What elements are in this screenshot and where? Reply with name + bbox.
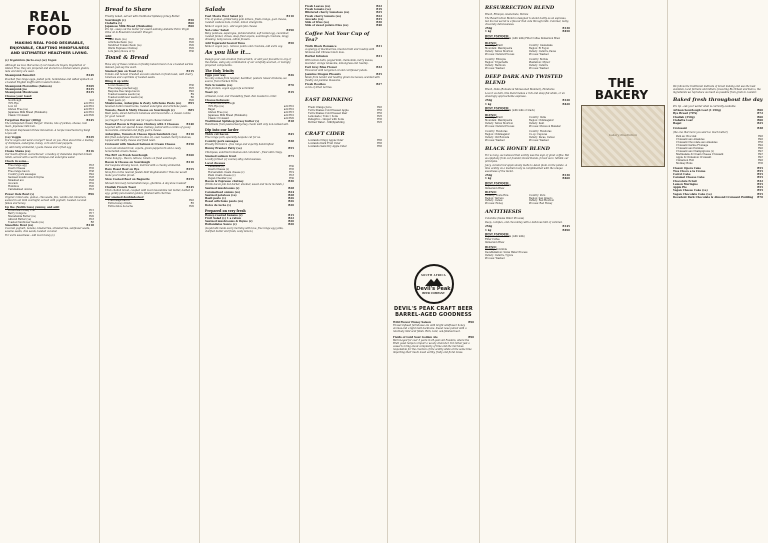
menu-item: Forgotten Burger (200g) R145 [5, 118, 94, 122]
price-row: 1 kg R490 [485, 228, 570, 232]
addon-list [105, 84, 194, 102]
section-title: Coffee Not Your Cup of Tea? [305, 30, 370, 43]
list-item: Apple Pie R55 [673, 186, 763, 190]
list-item: Avocado R32 [8, 181, 94, 185]
menu-item: Fresh Rooibos R27 [305, 83, 382, 87]
section-subtitle: BEST EXPOSED: [485, 181, 510, 185]
pro-tip: Pro tip - swap out the butter for award-winning Andante Extra Virgin Olive oil & Rosendal Lavender Vinegar. [105, 28, 190, 35]
item-desc: Artisanal, local, and irresistibly fresh. Pan toasted to order. [205, 94, 277, 98]
blend-title: RESURRECTION BLEND [485, 5, 555, 11]
list-item: Honey-roasted banana (v) R15 [205, 213, 294, 217]
section-subtitle: Choose your toast: [5, 95, 33, 99]
diet-legend: (v) Vegetarian (lacto-ovo) (ve) Vegan [5, 58, 57, 62]
list-item: Croissant aux Pommes R45 [676, 146, 763, 150]
item-desc: Make it vegan (ve) - remove potato and croutons, add extra veg. [205, 45, 284, 49]
column-salads [200, 0, 300, 543]
menu-item: Earl Grey Blue Flower R32 [305, 65, 382, 69]
list-item: Sautéed potatoes (ve) R28 [205, 193, 294, 197]
list-item: 70% Rye add R10 [8, 101, 94, 105]
list-item: Lots Jam (choice of 3) R36 [108, 50, 194, 54]
drinks-list [305, 106, 382, 124]
menu-item: Add Togarashi Seared Tuna R50 [205, 42, 294, 46]
menu-item: Bacon & Espresso chutney R30 [205, 180, 294, 184]
list-item: Fruit Salad (v) 1 a ration R22 [205, 217, 294, 221]
list-item: Toasted sunflower seeds (ve) R6 [108, 95, 194, 99]
section-subtitle: Add: [105, 35, 112, 39]
list-item: Avocado (ve) R35 [305, 17, 382, 21]
item-desc: Shaved rare beef, horseradish mayo, gherkins. A day slow roasted! [105, 181, 187, 185]
item-desc: (Liquid silk made every morning with love, free range egg yolks, clarified butter and fresh, zesty lemon.) [205, 226, 284, 233]
section-title: CRAFT CIDER [305, 130, 345, 137]
blend-desc: The Resurrection Blend is designed to stand boldly as an espresso, but its real secret is a flavour that cuts through milk. Caramel, nutty, chocolaty deliciousness. [485, 17, 569, 27]
list-item: Artichoke Pesto (ve) R26 [108, 41, 194, 45]
toast-options [5, 99, 94, 117]
list-item: Lemon Meringue R55 [673, 182, 763, 186]
item-desc: A mix of dried berries. [305, 86, 333, 90]
section-subtitle: BEST EXPOSED: [485, 106, 510, 110]
menu-item: Smoked Jam on Toast (ve) R115 [105, 70, 194, 74]
item-desc: High protein, vegan eggs tofu scramble! [205, 87, 255, 91]
blend-title: BLACK HONEY BLEND [485, 145, 550, 152]
list-item: Free range bacon R45 [108, 199, 194, 203]
list-item: Toasted Sunflower Seeds (ve) R8 [8, 220, 94, 224]
item-desc: Sautéed button mushrooms, roasted aubergine and artichoke pesto. [105, 104, 188, 108]
list-item: Fresh Leaves (ve) R22 [305, 5, 382, 8]
list-item: Croissant aux Champignons (v) R47 [676, 149, 763, 153]
item-desc: Basil pesto, sliced heirloom tomatoes and mozzarella - a classic combo for good reason! [105, 111, 191, 118]
blend-right: Country: India Region: Chikmagalur Variety: Kent Process: Monsoon Malabar Country: Honduras Co-op: Capucas Variety: Pacas, Catuai Process: Washed [529, 116, 561, 142]
section-subtitle: Prepared on very fresh [205, 208, 246, 213]
croissant-list [673, 135, 763, 165]
column-bakery-menu [668, 0, 768, 543]
blend-origin: Colombia (Swiss Water Process) [485, 217, 525, 221]
item-desc: Proudly Ferreira's - free range and expertly handcrafted. [205, 143, 275, 147]
list-item: Japanese Milk Bread (Hokkaido) add R10 [8, 110, 94, 114]
menu-item: Smoothie Bowl (ve) R118 [5, 223, 94, 227]
list-item: Caramelised onions R18 [8, 187, 94, 191]
list-item: Decadent Dark Chocolate & Almond Croissant Pudding R70 [673, 195, 763, 199]
menu-item: Jasmine Dragon Phoenix R35 [305, 72, 382, 76]
menu-item: The BLT on Fresh Sourdough R160 [105, 153, 194, 157]
list-item: Tres Chocs a la Creme R55 [673, 169, 763, 173]
column-coffee-blends [480, 0, 576, 543]
menu-item: Tomato, Basil & Melty Cheese on Sourdough (v) R85 [105, 108, 194, 112]
item-desc: A synergy of blackberries, blackcurrant and rosehip with hibiscus and Chinese black teas. [305, 48, 375, 55]
list-item: Low GI add R10 [8, 104, 94, 108]
blend-origin: Brazil, Ethiopia, Guatemala, Bolivia [485, 13, 529, 17]
mountain-icon [425, 278, 443, 286]
list-item: Blistered cherry tomatoes (ve) R25 [305, 11, 382, 15]
item-desc: Chickpeas, sundried tomatoes and coriander - fried until crispy. [205, 150, 283, 154]
section-subtitle: Local cheeses [205, 161, 226, 165]
menu-item: Slow Cooked Beef on Baguette R155 [105, 178, 194, 182]
column-real-food [0, 0, 100, 543]
blend-desc: For so long, we believed that acidity was the sign of great coffee. But as epiphany from our founder, David Donde, forced us to rethink our principles. [485, 154, 570, 164]
section-subtitle: BLEND: [485, 245, 497, 249]
best-text: Espresso based drinks (with milk or black) [485, 108, 535, 112]
list-item: Carrot Cake R55 [673, 173, 763, 177]
blend-left: Country: Costa Rica Region: Tarrazu Variety: Catuai Process: Honey [485, 193, 509, 206]
menu-item: Power Oats Bowl (v) R96 [5, 192, 94, 196]
bread-list [105, 19, 194, 29]
menu-item: Truth Black Romance R31 [305, 45, 382, 49]
list-item: Artisan Sourdough Loaf (1 250g) R60 [673, 109, 763, 113]
list-item: Gluten Free (ve) add R15 [8, 107, 94, 111]
menu-item: (ve) Veggie R129 [5, 135, 94, 139]
cheese-list [205, 165, 294, 180]
list-item: Gluten Free (ve) add R15 [208, 110, 294, 114]
list-item: Japanese Milk Bread (Hokkaido) add R10 [208, 113, 294, 117]
brand-tagline: MAKING REAL FOOD DESIRABLE, ENJOYABLE, CRAFTING MINDFULNESS AND ULTIMATELY HEALTHIER LIVING. [9, 40, 90, 55]
list-item: Local cheese (ve) R36 [108, 83, 194, 87]
list-item: Apple & Cinnamon Croissant R47 [676, 155, 763, 159]
list-item: Fresh Orange Juice R45 [308, 105, 382, 109]
blend-title: ANTITHESIS [485, 209, 522, 216]
veg-list [205, 187, 294, 206]
list-item: Fresh cherry tomato (ve) R22 [305, 14, 382, 18]
best-text: Espresso-based drinks (with milk) Filter Coffee Immersion Brew [485, 235, 525, 244]
addon-list [5, 209, 94, 224]
list-item: Ciabatta Loaf R60 [673, 118, 763, 122]
allergen-note: Although we love that some of our meals are Vegan, Vegetarian or Gluten Free, they are prepared and stored in a kitchen where gluten, nuts and dairy are used. [5, 63, 90, 73]
item-desc: Layered with our special house chutney, paired with a combo of gooey mozzarella, emmental and fluffy goat's cheese. [105, 126, 191, 133]
blend-desc: Love it as dark, this blend makes a rich and deep flat white, or an amazingly approachable espresso. [485, 92, 565, 99]
item-desc: Trio of quinoa, grilled baby gem lettuce, fresh orange, goat cheese, roasted cashew nuts, rocket, lemon vinaigrette. [205, 17, 287, 24]
list-item: Croissant aux Amandes R45 [676, 137, 763, 141]
section-subtitle: Our smoked doubledecker: [105, 195, 145, 199]
section-subtitle: BLEND: [485, 113, 497, 117]
item-desc: Local oak smoked trout, capers, green peppercorn and a zesty horseradish cream cheese. [105, 146, 181, 153]
list-item: Extra dulce de leche R20 [108, 205, 194, 209]
blend-right: Country: Peru Region: San Ignacio Variety: Red Bourbon Process: Red Honey [529, 193, 555, 206]
devils-peak-logo: SOUTH AFRICA Devil's Peak BEER COMPANY [414, 264, 454, 304]
list-item: Free range bacon R38 [8, 169, 94, 173]
menu-item: Bunny Pranker Patty (ve) R55 [205, 147, 294, 151]
list-item: Side of sweet potato fries (ve) R40 [305, 24, 382, 28]
prep-list [205, 214, 294, 227]
section-subtitle: BEST EXPOSED: [485, 34, 510, 38]
list-item: Horseradish cream cheese (v) R19 [208, 171, 294, 175]
list-item: Toasted sesame seeds (ve) R9 [108, 92, 194, 96]
section-title: Bread to Share [105, 7, 152, 13]
menu-item: Not-cóise' Salad R190 [205, 28, 294, 32]
list-item: Japanese Milk Bread (Hokkaido) R60 [105, 25, 194, 29]
list-item: Free range egg R18 [8, 163, 94, 167]
cider-list [305, 139, 382, 148]
section-intro: Freshly baked, served with traditional Spitskop Jersey Butter. [105, 14, 180, 18]
item-desc: Tomato and honest Crushed avocado stacked on fresh toast, with cherry tomatoes and a sprinkle of toasted seeds. [105, 73, 193, 80]
list-item: Lowlands Dark Fruit Cider R65 [308, 141, 382, 145]
bread-options [205, 102, 294, 120]
menu-item: Toasted Bacon & Espresso Chutney with 3 Cheeses R140 [105, 122, 194, 126]
section-subtitle: Up the (Nutilicious) yummy, and add: [5, 205, 60, 209]
section-intro: Have any of these combos on freshly baked bread or as a toasted sarmie instead, just say the word. [105, 63, 194, 70]
price-row: 250g R120 [485, 99, 570, 103]
list-item: Caramelised onions (ve) R24 [205, 190, 294, 194]
section-subtitle: Bling it up with: [105, 80, 129, 84]
price-row: 1 kg R420 [485, 102, 570, 106]
list-item: Warm Espresso Chutney R20 [108, 47, 194, 51]
list-item: Lowlands Crispy Apple Cider R65 [308, 138, 382, 142]
blend-origin: Brazil, India (Robusta & Monsooned Malabar), Honduras [485, 88, 555, 92]
list-item: Hollandaise Sauce (v) R20 [205, 223, 294, 227]
list-item: Side of fries (ve) R30 [305, 21, 382, 25]
menu-item: Mushrooms, Aubergine & Zesty Artichoke Pesto (ve) R95 [105, 101, 194, 105]
list-item: Hummus R26 [8, 184, 94, 188]
item-desc: Free range pork, specially bespoke cut for us. [205, 136, 261, 140]
blend-title: DEEP DARK AND TWISTED BLEND [485, 73, 563, 87]
item-desc: Barrel-aged for over 3 years in 25-year-old Fouders, where the Brett yeast helps to impart a woody character. Yet rather just a vessel to bring about complexity of time and the microbes responsible for the creation of the acidity while at the same time imparting their much loved earthy, fruity and floral tones. [393, 339, 472, 355]
item-desc: (Think bacon jam but darker, smokier, sweet and more moreish.) [205, 183, 284, 187]
list-item: Sautéed mushrooms & thyme (v) R20 [205, 220, 294, 224]
list-item: Local Raw Honey Trio R15 [8, 208, 94, 212]
menu-item: Wild Flower Honey Saison R90 [393, 321, 474, 324]
list-item: Bespoke free range bacon R45 [108, 89, 194, 93]
menu-item: Croissant R38 [673, 127, 763, 131]
menu-item: Traditional Spitskop Jersey butter (v) R18 [205, 119, 294, 123]
price-row: 1 kg R450 [485, 30, 570, 34]
item-desc: Pan fried aubergine drizzled in olive oil, oven roasted cherry tomatoes, topped with melty cheese and fresh basil. [105, 136, 192, 143]
section-subtitle: The Holy Trinity [205, 68, 235, 73]
list-item: Extra honey drizzle R5 [108, 202, 194, 206]
list-item: Basil Pesto (ve) R26 [108, 38, 194, 42]
section-subtitle: BEST EXPOSED: [485, 232, 510, 236]
list-item: Croissant Chocolate aux Amandes R55 [676, 140, 763, 144]
section-title: EAST DRINKING [305, 97, 353, 104]
item-desc: Poached free range eggs, pulled pork, hollandaise and wilted spinach on a toasted English muffin with roasted tomato. [5, 77, 94, 84]
item-desc: Our South African overachiever: a medley of chakalaka inspired tomato relish, served with a warm chickpea and aubergine salad. [5, 153, 93, 160]
item-desc: Thick challah bread, coupled with local macadamia nut butter, bathed in egg, gently pan-toasted golden, finished with cherries. [105, 188, 194, 195]
item-desc: Our bespoke streaky bacon, married with a creamy emmental. [105, 164, 181, 168]
section-title: Salads [205, 7, 226, 13]
addon-list [105, 199, 194, 208]
list-item: Caramel Cheese Cake R55 [673, 176, 763, 180]
addon-list [105, 38, 194, 53]
list-item: Cinnamon Roll R45 [676, 158, 763, 162]
list-item: Vegan Cheddar (ve) R30 [208, 177, 294, 181]
section-subtitle: BLEND: [485, 41, 497, 45]
list-item: Plain cream cheese (v) R18 [208, 174, 294, 178]
list-item: Goat's Cheese R35 [8, 166, 94, 170]
section-title: Toast & Bread [105, 55, 149, 62]
list-item: Lowlands Semi Dry Apple Cider R65 [308, 144, 382, 148]
dessert-list [673, 167, 763, 199]
item-desc: You're vegan and want a burger? Good on you. How about this: a medley of chickpeas, aubergine, honey, corn and roast peppers. [5, 139, 94, 146]
item-desc: (the one that more you said too much butter) [673, 130, 728, 134]
menu-item: Steampunk Benedict R149 [5, 74, 94, 78]
item-desc: Slow fire on the nearest Jewish Deli! Pagliabanatto! This one would make your bubbe proud. [105, 171, 187, 178]
item-desc: Coconut yoghurt, banana, blueberries, strawberries, sunflower seeds, sesame seeds, chia seeds, toasted coconut. [5, 227, 90, 234]
section-subtitle: BLEND: [485, 191, 497, 195]
column-bakery-image [576, 0, 668, 543]
item-desc: Handmade from pasteurised jersey cream with only non-iodised salt. [205, 122, 289, 126]
price-row: 250g R130 [485, 27, 570, 31]
menu-item: Tofu Scramble (ve) R70 [205, 84, 294, 88]
list-item: Goat's Cheese (v) R35 [208, 168, 294, 172]
menu-item: East Meets West Salad (v) R110 [205, 14, 294, 18]
blend-desc: Juicy, curated red apple slowly melts to Asian plum on the palate. A lime acidity on a medium body is complimented with the unique sweetness of the blend. [485, 164, 567, 174]
list-item: Sautéed mushrooms & thyme R28 [8, 175, 94, 179]
list-item: Croissant Garnie Fromage R42 [676, 143, 763, 147]
list-item: Challah (350g) R60 [673, 115, 763, 119]
list-item: Turra Shakes Cold Pressed Apple R55 [308, 108, 382, 112]
menu-item: Croissant with Smoked Salmon & Cream Cheese R150 [105, 143, 194, 147]
item-desc: Made from tender and healthy green tea leaves, scented with freshly cut jasmine blossoms. [305, 76, 380, 83]
item-desc: (ve) Vegan? No problem! Ask for vegan cheese instead. [105, 118, 173, 122]
addon-list [5, 164, 94, 191]
menu-item: Smoked salmon trout R75 [205, 154, 294, 158]
menu-item: Challah French Toast R145 [105, 185, 194, 189]
brand-title: REAL FOOD [26, 9, 73, 39]
best-text: Espresso-based drinks Immersion Brew [485, 183, 512, 190]
list-item: Bottled Water - Still/Sparkling R25 [308, 120, 382, 124]
menu-item: Aubergine, Tomato & Cheese Open Sandwich (ve) R110 [105, 133, 194, 137]
list-item: Bagel R25 [673, 122, 763, 126]
item-desc: Come hungry... Bacon, lettuce, tomato on fresh sourdough. [105, 156, 177, 160]
section-subtitle: Check in some... [5, 160, 29, 164]
list-item: Sourdough (v) R50 [105, 18, 194, 22]
menu-item: Steampunk Joe R135 [5, 87, 94, 91]
blend-info: Country: Colombia Decaffeination: Swiss Water Process Variety: Caturra, Typica Process: Washed [485, 247, 528, 260]
list-item: Bagel add R10 [208, 107, 294, 111]
menu-item: Toast (v) R19 [205, 91, 294, 95]
list-item: Free range poached egg R25 [108, 86, 194, 90]
menu-item: Steampunk Florentine (Salmon) R169 [5, 84, 94, 88]
list-item: Classic Croissant add R20 [8, 113, 94, 117]
blend-right: Country: Guatemala Region: El Fogon Variety: Caturra, Pacas Process: Washed Country: Bolivia Plantation: Mynor Variety: Caturra Process: Washed [529, 44, 556, 70]
list-item: Rye Bread (70%) R72 [673, 112, 763, 116]
section-title: Baked fresh throughout the day [673, 97, 763, 103]
menu-item: Rare Roast Beef on Rye R155 [105, 168, 194, 172]
sides-list [305, 5, 382, 28]
menu-item: Eggs your way R36 [205, 73, 294, 77]
list-item: Classic Opera Cake R55 [673, 166, 763, 170]
list-item: Sautéed mushrooms (v) R28 [205, 187, 294, 191]
item-desc: Baby potatoes, asparagus, pickled shallot, soft boiled egg, cucumber, roasted fennel, chives, deep-fried capers, sourdough croutons, tangy dressing, baby leaves, edible flowers. [205, 32, 290, 42]
list-item: Vegan Chocolate Cake (ve) R55 [673, 192, 763, 196]
item-desc: (v) Add melty emmental / goats cheese and a fried egg [5, 146, 72, 150]
list-item: Traditional sourdough [208, 101, 236, 105]
list-item: Dolce de leche (v) R20 [205, 203, 294, 207]
blend-desc: Deep, complex, and chocolatey with a delicious hint of caramel. [485, 221, 563, 225]
column-bread [100, 0, 200, 543]
list-item: Pellegrino - Ginger with Soda R35 [308, 117, 382, 121]
list-item: Turra Shakes Cold Pressed Pear R55 [308, 111, 382, 115]
list-item: Fresh tomato (ve) R19 [305, 8, 382, 12]
item-desc: For extra sweetness - add local honey (v) [5, 234, 55, 238]
item-desc: With lemon balm, peppermint, chamomile, berry leaves, lavender, orange blossoms, lemongrass and rosehip. [305, 58, 374, 65]
bread-list [673, 109, 763, 125]
list-item: Country pork sausages R42 [8, 172, 94, 176]
list-item: Roast artichoke pesto (ve) R26 [205, 200, 294, 204]
section-subtitle: Dip into our larder [205, 127, 239, 132]
blend-left: Country: Brazil Mountain: Mantiqueira Variety: Yellow Bourbon Process: Natural Process Country: Honduras Region: Chikmagalur Variety: Old Robusta Process: Washed [485, 116, 515, 142]
list-item: Ciabatta (v) R60 [105, 21, 194, 25]
section-subtitle: Choose between: [205, 98, 230, 102]
bakery-intro: We follow the traditional methods of bread making and use the best available, local farmers and millers, favouring Bio Wheat and Karoo, the ingredients we reproduce as much as possible from grain to counter. [673, 85, 761, 94]
blend-left: Country: Brazil Mountain: Mantiqueira Variety: Yellow Bourbon Process: Natural Process Country: Ethiopia Region: Yirgacheffe Variety: Heirloom Process: Washed [485, 44, 515, 70]
section-intro: Design your own creation from scratch, or add your favourite to any of the dishes, using any combination of our carefully sourced, or lovingly prepared components. [205, 57, 292, 67]
menu-item: Thick cut bacon R45 [205, 132, 294, 136]
column-sides-drinks [300, 0, 388, 543]
bakery-illustration: bakery illustration [581, 105, 665, 167]
section-title: As you like it... [205, 50, 251, 57]
list-item: Almond Butter (ve) R18 [8, 217, 94, 221]
menu-item: Country pork sausages R38 [205, 140, 294, 144]
item-desc: Flavoured with bergamot oil and cornflower petals. [305, 68, 368, 72]
list-item: Sourdough incl [8, 98, 94, 102]
item-desc: Make it vegan (ve) - add vegan feta cheese [205, 24, 258, 28]
item-desc: The Great Depression threw innovation. A recipe resurrected by Kenji López-Alt. [5, 128, 91, 135]
beer-headline: DEVIL'S PEAK CRAFT BEER BARREL-AGED GOODNESS [394, 306, 473, 318]
list-item: Vegan Cheese Cake (ve) R55 [673, 189, 763, 193]
price-row: 1 kg R460 [485, 177, 570, 181]
list-item: Lemonade / Tonic / Soda R25 [308, 114, 382, 118]
section-intro: Pro tip - ask your waiter what is currently available. [673, 105, 737, 109]
item-desc: Organic rolled oats, quinoa, chia seeds, flax, vanilla and cinnamon, soaked in oat milk overnight, served with yoghurt, toasted coconut flakes and honey. [5, 195, 87, 205]
list-item: Chocolate Eclair R32 [673, 179, 763, 183]
list-item: Basil pesto (v) R26 [108, 98, 194, 102]
price-row: 250g R145 [485, 225, 570, 229]
list-item: Monkey Buns R35 [676, 161, 763, 165]
column-beer [388, 0, 480, 543]
menu-item: Bacon & Cheese on Sourdough R110 [105, 160, 194, 164]
menu-item: Herbal Infusion R31 [305, 55, 382, 59]
item-desc: No only comes from happier, healthier, pasture raised chickens, we source from Chicken Farm. [205, 77, 287, 84]
bakery-title: THE BAKERY [594, 76, 649, 102]
list-item: Berry Compote R17 [8, 211, 94, 215]
list-item: Basil pesto (v) R26 [205, 197, 294, 201]
menu-item: Steampunk Mushroom R135 [5, 91, 94, 95]
item-desc: Flower-infused farmhouse ale with bright wildflower honey aromas and a light malt backbone. Sweet nose paired with a relatively mild acid finish. Rich, bold, oak-finished beer. [393, 324, 467, 334]
list-item: Sundried Tomato Pesto (ve) R20 [108, 44, 194, 48]
list-item: Marmalade & Cream Cheese Croissant R47 [676, 152, 763, 156]
price-row: 250g R130 [485, 174, 570, 178]
list-item: Emmental (v) R30 [208, 165, 294, 169]
list-item: 70% Rye (ve) add R10 [208, 104, 294, 108]
item-desc: Locally farmed (of course) silky, deliciousness. [205, 157, 262, 161]
menu-item: Fields of Gold Sour Golden Ale R90 [393, 336, 474, 340]
menu-item: Chaka Shaka (ve) R116 [5, 150, 94, 154]
list-item: Macadamia Butter (ve) R20 [8, 214, 94, 218]
list-item: Pain au Chocolat R45 [676, 134, 763, 138]
list-item: Smashed avo R28 [8, 178, 94, 182]
item-desc: The undisputed Classic Burger: Onions, lots of pickles, cheese, real meat, Japanese milk bun. [5, 121, 87, 128]
best-text: Espresso-based drinks (with milk) Filter Coffee Immersion Brew [485, 36, 561, 40]
list-item: Classic Croissant add R20 [208, 116, 294, 120]
